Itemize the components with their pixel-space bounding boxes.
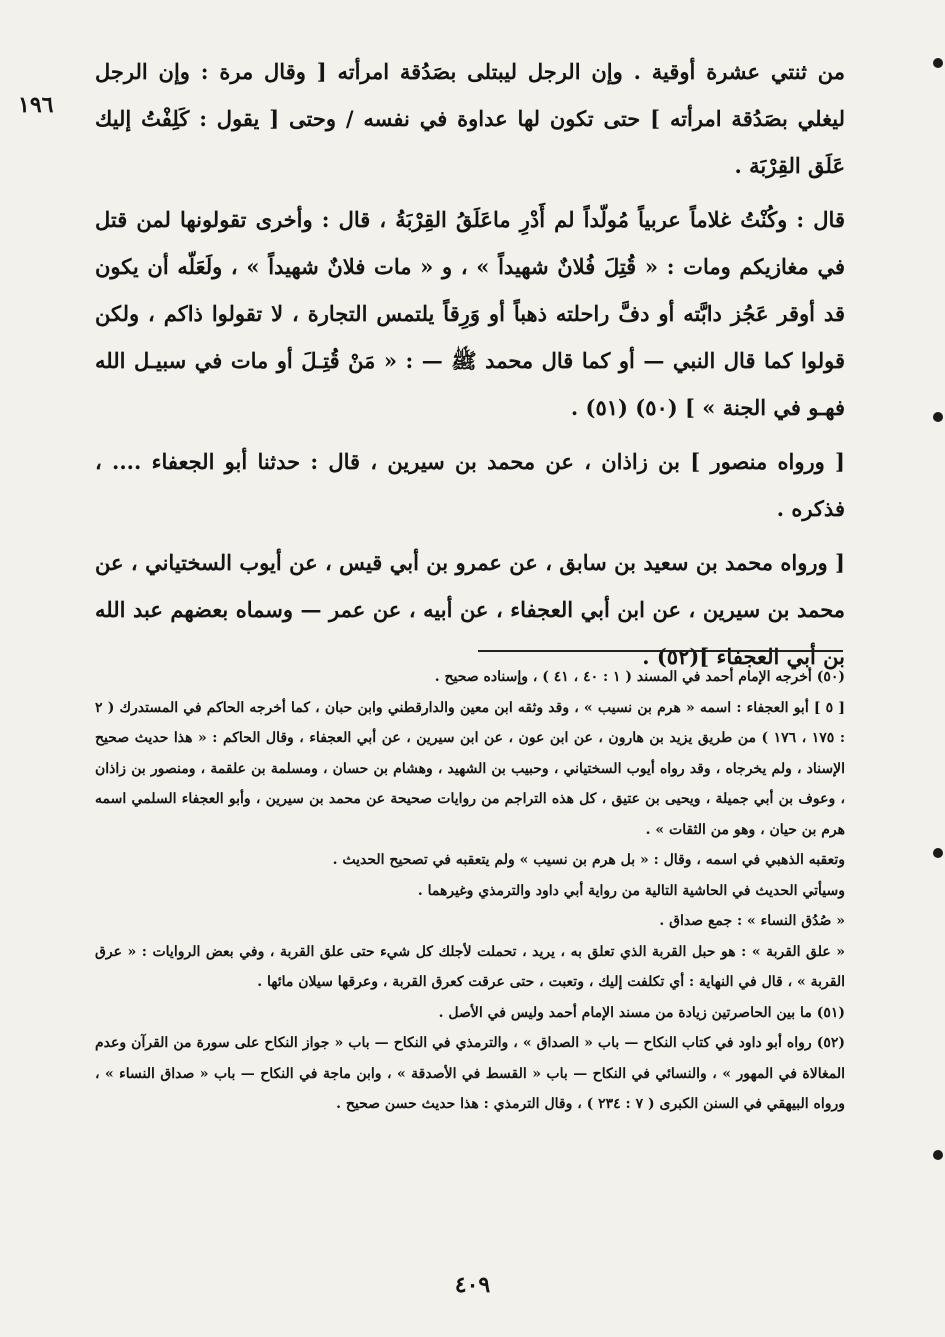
- footnote: (٥١) ما بين الحاصرتين زيادة من مسند الإمام أحمد وليس في الأصل .: [438, 1004, 845, 1021]
- paragraph: قال : وكُنْتُ غلاماً عربياً مُولّداً لم أَدْرِ ماعَلَقُ القِرْبَةُ ، قال : وأخرى تقولونها لمن قتل في مغازيكم ومات : « قُتِلَ فُلانٌ شهيداً » ، و « مات فلانٌ شهيداً » ، ولَعَلّه أن يكون قد أوقر عَجُز دابَّته أو دفَّ راحلته ذهباً أو وَرِقاً يلتمس التجارة ، لا تقولوا ذاكم ، ولكن قولوا كما قال النبي — أو كما قال محمد ﷺ — : « مَنْ قُتِـلَ أو مات في سبيـل الله فهـو في الجنة » ] (٥٠) (٥١) .: [95, 207, 845, 420]
- binding-hole-mark: [933, 848, 943, 858]
- main-text: [95, 48, 845, 687]
- footnotes: [95, 662, 845, 1120]
- footnote-separator: [478, 650, 843, 652]
- footnote: « صُدُق النساء » : جمع صداق .: [659, 913, 845, 929]
- footnote: (٥٢) رواه أبو داود في كتاب النكاح — باب « الصداق » ، والترمذي في النكاح — باب « جواز النكاح على سورة من القرآن وعدم المغالاة في المهور » ، والنسائي في النكاح — باب « القسط في الأصدقة » ، وابن ماجة في النكاح — باب « صداق النساء » ، ورواه البيهقي في السنن الكبرى ( ٧ : ٢٣٤ ) ، وقال الترمذي : هذا حديث حسن صحيح .: [95, 1035, 845, 1112]
- paragraph: [ ورواه منصور ] بن زاذان ، عن محمد بن سيرين ، قال : حدثنا أبو الجعفاء .... ، فذكره .: [95, 449, 845, 521]
- page-number: ٤٠٩: [454, 1272, 491, 1298]
- footnote: وسيأتي الحديث في الحاشية التالية من رواية أبي داود والترمذي وغيرهما .: [417, 882, 845, 899]
- footnote: [ ٥ ] أبو العجفاء : اسمه « هرم بن نسيب » ، وقد وثقه ابن معين والدارقطني وابن حبان ، كما أخرجه الحاكم في المستدرك ( ٢ : ١٧٥ ، ١٧٦ ) من طريق يزيد بن هارون ، عن ابن عون ، عن ابن سيرين ، عن أبي العجفاء ، وقال الحاكم : « هذا حديث صحيح الإسناد ، ولم يخرجاه ، وقد رواه أيوب السختياني ، وحبيب بن الشهيد ، وهشام بن حسان ، ومسلمة بن علقمة ، ومنصور بن زاذان ، وعوف بن أبي جميلة ، ويحيى بن عتيق ، كل هذه التراجم من روايات صحيحة عن محمد بن سيرين ، وأبو العجفاء السلمي اسمه هرم بن حيان ، وهو من الثقات » .: [95, 699, 845, 838]
- footnote: (٥٠) أخرجه الإمام أحمد في المسند ( ١ : ٤٠ ، ٤١ ) ، وإسناده صحيح .: [434, 669, 845, 685]
- paragraph: من ثنتي عشرة أوقية . وإن الرجل ليبتلى بصَدُقة امرأته [ وقال مرة : وإن الرجل ليغلي بصَدُقة امرأته ] حتى تكون لها عداوة في نفسه / وحتى [ يقول : كَلِفْتُ إليك عَلَق القِرْبَة .: [95, 59, 845, 178]
- binding-hole-mark: [933, 1150, 943, 1160]
- footnote: وتعقبه الذهبي في اسمه ، وقال : « بل هرم بن نسيب » ولم يتعقبه في تصحيح الحديث .: [332, 852, 845, 868]
- paragraph: [ ورواه محمد بن سعيد بن سابق ، عن عمرو بن أبي قيس ، عن أيوب السختياني ، عن محمد بن سيرين ، عن ابن أبي العجفاء ، عن أبيه ، عن عمر — وسماه بعضهم عبد الله بن أبي العجفاء ](٥٢) .: [95, 550, 845, 669]
- binding-hole-mark: [933, 412, 943, 422]
- binding-hole-mark: [933, 58, 943, 68]
- margin-page-reference: ١٩٦: [18, 92, 54, 118]
- footnote: « علق القربة » : هو حبل القربة الذي تعلق به ، يريد ، تحملت لأجلك كل شيء حتى علق القربة ، وفي بعض الروايات : « عرق القربة » ، قال في النهاية : أي تكلفت إليك ، وتعبت ، حتى عرقت كعرق القربة ، وعرقها سيلان مائها .: [95, 943, 845, 990]
